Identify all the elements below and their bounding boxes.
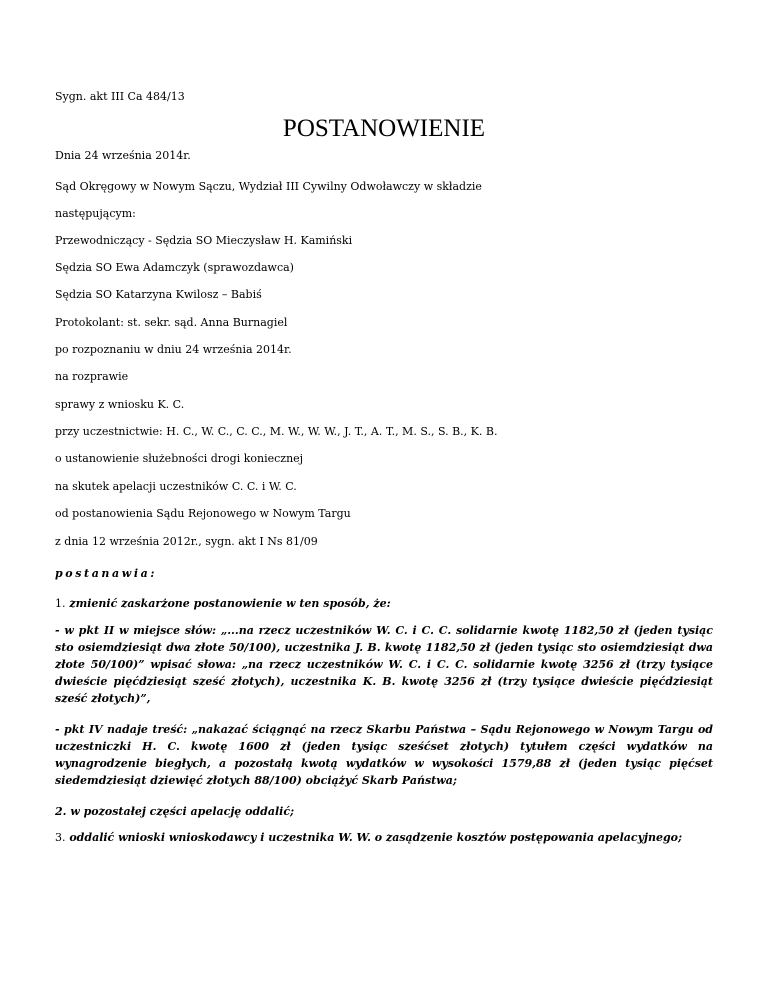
presiding-judge: Przewodniczący - Sędzia SO Mieczysław H. Kamiński xyxy=(55,234,353,247)
amendment-point-2: - w pkt II w miejsce słów: „...na rzecz uczestników W. C. i C. C. solidarnie kwotę 1182,50 zł (jeden tysiąc sto osiemdziesiąt dwa złote 50/100), uczestnika J. B. kwotę 1182,50 zł (jeden tysiąc sto osiemdziesiąt dwa złote 50/100)” wpisać słowa: „na rzecz uczestników W. C. i C. C. solidarnie kwotę 3256 zł (trzy tysiące dwieście pięćdziesiąt sześć złotych), uczestnika K. B. kwotę 3256 zł (trzy tysiące dwieście pięćdziesiąt sześć złotych)”, xyxy=(55,624,713,705)
item-number: 3. xyxy=(55,831,66,844)
decision-heading: postanawia: xyxy=(55,567,157,580)
date-line: Dnia 24 września 2014r. xyxy=(55,149,191,162)
decision-item-2: 2. w pozostałej części apelację oddalić; xyxy=(55,805,295,818)
appeal-info: na skutek apelacji uczestników C. C. i W. C. xyxy=(55,480,297,493)
item-text: oddalić wnioski wnioskodawcy i uczestnika W. W. o zasądzenie kosztów postępowania apelacyjnego; xyxy=(69,831,683,844)
court-line-cont: następującym: xyxy=(55,207,136,220)
item-text: zmienić zaskarżone postanowienie w ten sposób, że: xyxy=(69,597,391,610)
case-applicant: sprawy z wniosku K. C. xyxy=(55,398,185,411)
decision-item-3 xyxy=(55,829,713,846)
court-clerk: Protokolant: st. sekr. sąd. Anna Burnagiel xyxy=(55,316,288,329)
case-reference: Sygn. akt III Ca 484/13 xyxy=(55,90,185,103)
item-number: 1. xyxy=(55,597,66,610)
decision-item-1 xyxy=(55,595,713,612)
lower-court-decision: od postanowienia Sądu Rejonowego w Nowym Targu xyxy=(55,507,351,520)
participants: przy uczestnictwie: H. C., W. C., C. C., M. W., W. W., J. T., A. T., M. S., S. B., K. B. xyxy=(55,425,498,438)
hearing-type: na rozprawie xyxy=(55,370,129,383)
amendment-point-4: - pkt IV nadaje treść: „nakazać ściągnąć na rzecz Skarbu Państwa – Sądu Rejonowego w Nowym Targu od uczestniczki H. C. kwotę 1600 zł (jeden tysiąc sześćset złotych) tytułem części wydatków na wynagrodzenie biegłych, a pozostałą kwotą wydatków w wysokości 1579,88 zł (jeden tysiąc pięćset siedemdziesiąt dziewięć złotych 88/100) obciążyć Skarb Państwa; xyxy=(55,723,713,787)
hearing-date: po rozpoznaniu w dniu 24 września 2014r. xyxy=(55,343,292,356)
case-subject: o ustanowienie służebności drogi koniecznej xyxy=(55,452,304,465)
judge: Sędzia SO Katarzyna Kwilosz – Babiś xyxy=(55,288,262,301)
lower-court-date: z dnia 12 września 2012r., sygn. akt I Ns 81/09 xyxy=(55,535,318,548)
document-title: POSTANOWIENIE xyxy=(282,115,486,142)
judge-reporting: Sędzia SO Ewa Adamczyk (sprawozdawca) xyxy=(55,261,294,274)
court-line: Sąd Okręgowy w Nowym Sączu, Wydział III Cywilny Odwoławczy w składzie xyxy=(55,180,482,193)
